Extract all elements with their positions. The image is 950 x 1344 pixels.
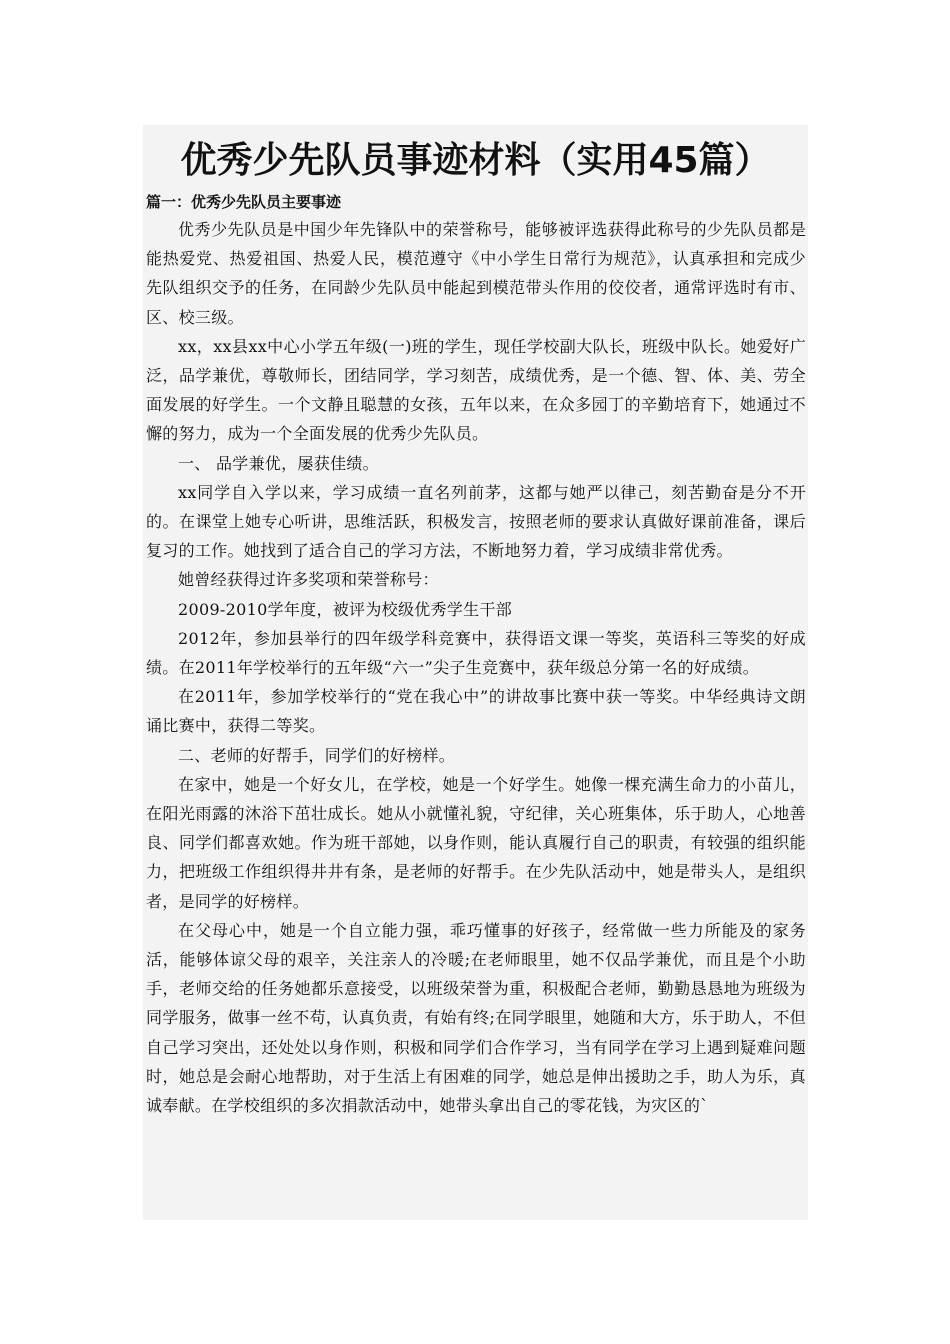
section-heading: 篇一：优秀少先队员主要事迹 bbox=[146, 193, 342, 211]
paragraph-award-2009: 2009-2010学年度，被评为校级优秀学生干部 bbox=[178, 599, 513, 619]
paragraph-intro: 优秀少先队员是中国少年先锋队中的荣誉称号，能够被评选获得此称号的少先队员都是能热爱党、热爱祖国、热爱人民，模范遵守《中小学生日常行为规范》，认真承担和完成少先队组织交予的任务，在同龄少先队员中能起到模范带头作用的佼佼者，通常评选时有市、区、校三级。 bbox=[146, 220, 806, 327]
subheading-helper: 二、老师的好帮手，同学们的好榜样。 bbox=[178, 745, 456, 765]
document-title: 优秀少先队员事迹材料（实用45篇） bbox=[180, 140, 771, 181]
paragraph-award-2012: 2012年，参加县举行的四年级学科竞赛中，获得语文课一等奖，英语科三等奖的好成绩。在2011年学校举行的五年级“六一”尖子生竞赛中，获年级总分第一名的好成绩。 bbox=[146, 628, 806, 678]
paragraph-parents-teachers: 在父母心中，她是一个自立能力强，乖巧懂事的好孩子，经常做一些力所能及的家务活，能够体谅父母的艰辛，关注亲人的冷暖;在老师眼里，她不仅品学兼优，而且是个小助手，老师交给的任务她都乐意接受，以班级荣誉为重，积极配合老师，勤勤恳恳地为班级为同学服务，做事一丝不苟，认真负责，有始有终;在同学眼里，她随和大方，乐于助人，不但自己学习突出，还处处以身作则，积极和同学们合作学习，当有同学在学习上遇到疑难问题时，她总是会耐心地帮助，对于生活上有困难的同学，她总是伸出援助之手，助人为乐，真诚奉献。在学校组织的多次捐款活动中，她带头拿出自己的零花钱，为灾区的` bbox=[146, 920, 806, 1116]
paragraph-academics: xx同学自入学以来，学习成绩一直名列前茅，这都与她严以律己，刻苦勤奋是分不开的。在课堂上她专心听讲，思维活跃，积极发言，按照老师的要求认真做好课前准备，课后复习的工作。她找到了适合自己的学习方法，不断地努力着，学习成绩非常优秀。 bbox=[146, 482, 806, 561]
subheading-academics: 一、 品学兼优，屡获佳绩。 bbox=[178, 453, 379, 473]
document-body bbox=[143, 215, 808, 1120]
paragraph-profile: xx，xx县xx中心小学五年级(一)班的学生，现任学校副大队长，班级中队长。她爱好广泛，品学兼优，尊敬师长，团结同学，学习刻苦，成绩优秀，是一个德、智、体、美、劳全面发展的好学生。一个文静且聪慧的女孩，五年以来，在众多园丁的辛勤培育下，她通过不懈的努力，成为一个全面发展的优秀少先队员。 bbox=[146, 336, 806, 444]
paragraph-award-2011: 在2011年，参加学校举行的“党在我心中”的讲故事比赛中获一等奖。中华经典诗文朗诵比赛中，获得二等奖。 bbox=[146, 687, 806, 736]
document-page bbox=[143, 125, 808, 1220]
paragraph-home-school: 在家中，她是一个好女儿，在学校，她是一个好学生。她像一棵充满生命力的小苗儿，在阳光雨露的沐浴下茁壮成长。她从小就懂礼貌，守纪律，关心班集体，乐于助人，心地善良、同学们都喜欢她。作为班干部她，以身作则，能认真履行自己的职责，有较强的组织能力，把班级工作组织得井井有条，是老师的好帮手。在少先队活动中，她是带头人，是组织者，是同学的好榜样。 bbox=[146, 774, 806, 911]
paragraph-awards-intro: 她曾经获得过许多奖项和荣誉称号： bbox=[178, 570, 439, 590]
